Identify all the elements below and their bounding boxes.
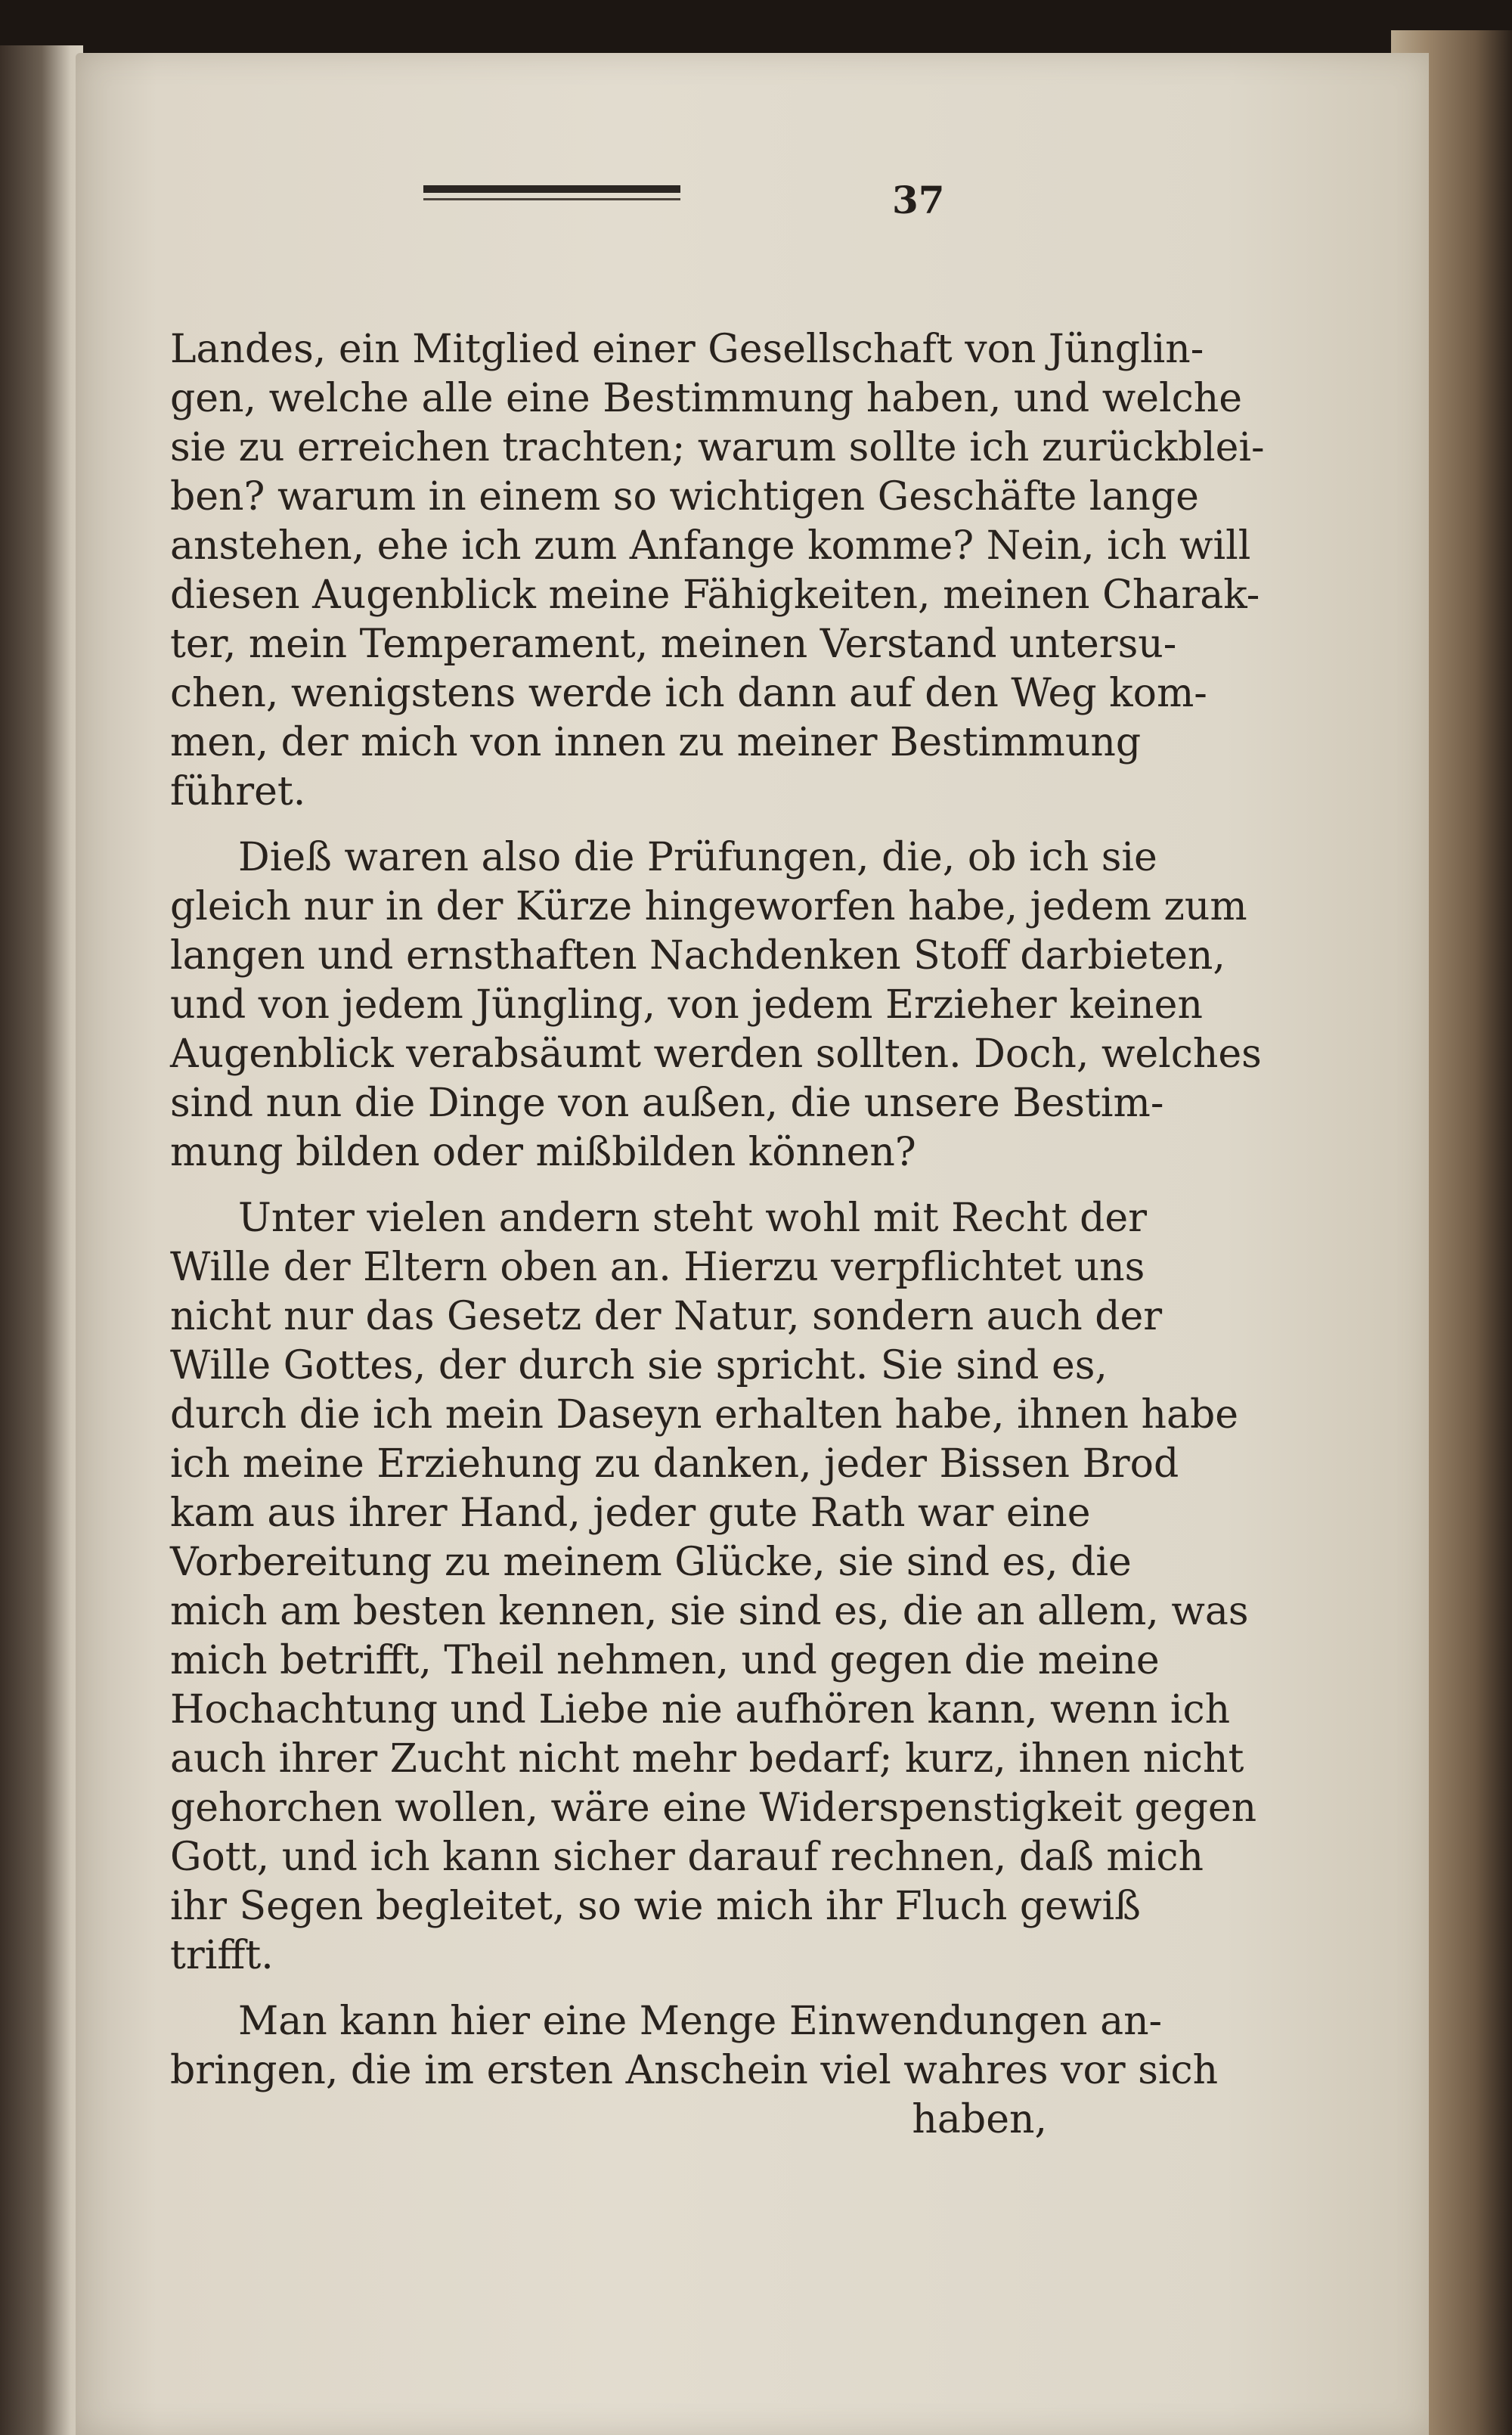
left-page-edge [0,45,83,2435]
text-line: sie zu erreichen trachten; warum sollte ich zurückblei- [170,425,1265,470]
text-line: langen und ernsthaften Nachdenken Stoff darbieten, [170,933,1225,979]
text-line: Wille der Eltern oben an. Hierzu verpflichtet uns [170,1245,1145,1290]
text-line: mich betrifft, Theil nehmen, und gegen die meine [170,1638,1160,1683]
text-line: bringen, die im ersten Anschein viel wahres vor sich [170,2048,1219,2093]
text-line: Unter vielen andern steht wohl mit Recht der [238,1196,1147,1241]
text-line: chen, wenigstens werde ich dann auf den Weg kom- [170,671,1207,716]
page-text [170,325,1265,2145]
paragraph-gap [170,1981,1047,1997]
text-line: ihr Segen begleitet, so wie mich ihr Fluch gewiß [170,1884,1141,1929]
text-line: gleich nur in der Kürze hingeworfen habe, jedem zum [170,884,1247,929]
text-line: durch die ich mein Daseyn erhalten habe, ihnen habe [170,1392,1239,1438]
text-line: sind nun die Dinge von außen, die unsere Bestim- [170,1081,1164,1126]
text-line: führet. [170,769,306,814]
header-rule-thin [423,198,680,200]
text-line: gen, welche alle eine Bestimmung haben, und welche [170,376,1243,421]
text-line: trifft. [170,1933,274,1978]
text-line: mich am besten kennen, sie sind es, die an allem, was [170,1589,1249,1634]
text-line: Augenblick verabsäumt werden sollten. Doch, welches [170,1031,1262,1077]
text-line: nicht nur das Gesetz der Natur, sondern auch der [170,1294,1163,1339]
text-line: ich meine Erziehung zu danken, jeder Bissen Brod [170,1441,1179,1487]
text-line: und von jedem Jüngling, von jedem Erzieher keinen [170,982,1203,1028]
text-line: auch ihrer Zucht nicht mehr bedarf; kurz, ihnen nicht [170,1736,1244,1782]
text-line: Gott, und ich kann sicher darauf rechnen, daß mich [170,1835,1204,1880]
text-line: Landes, ein Mitglied einer Gesellschaft von Jünglin- [170,327,1204,372]
text-line: ben? warum in einem so wichtigen Geschäfte lange [170,474,1199,520]
catchword: haben, [912,2097,1047,2142]
text-line: gehorchen wollen, wäre eine Widerspenstigkeit gegen [170,1785,1257,1831]
paragraph-gap [170,1177,1047,1194]
paragraph-gap [170,817,1047,833]
text-line: mung bilden oder mißbilden können? [170,1130,916,1175]
text-line: ter, mein Temperament, meinen Verstand untersu- [170,622,1177,667]
text-line: Vorbereitung zu meinem Glücke, sie sind es, die [170,1540,1132,1585]
text-line: anstehen, ehe ich zum Anfange komme? Nein, ich will [170,523,1251,569]
page-number: 37 [892,178,945,222]
text-line: diesen Augenblick meine Fähigkeiten, meinen Charak- [170,572,1260,618]
text-line: Dieß waren also die Prüfungen, die, ob ich sie [238,835,1157,880]
text-line: Hochachtung und Liebe nie aufhören kann, wenn ich [170,1687,1231,1732]
text-line: men, der mich von innen zu meiner Bestimmung [170,720,1142,765]
header-rule [423,185,680,193]
text-line: kam aus ihrer Hand, jeder gute Rath war eine [170,1490,1091,1536]
text-line: Wille Gottes, der durch sie spricht. Sie sind es, [170,1343,1108,1388]
text-line: Man kann hier eine Menge Einwendungen an- [238,1999,1163,2044]
